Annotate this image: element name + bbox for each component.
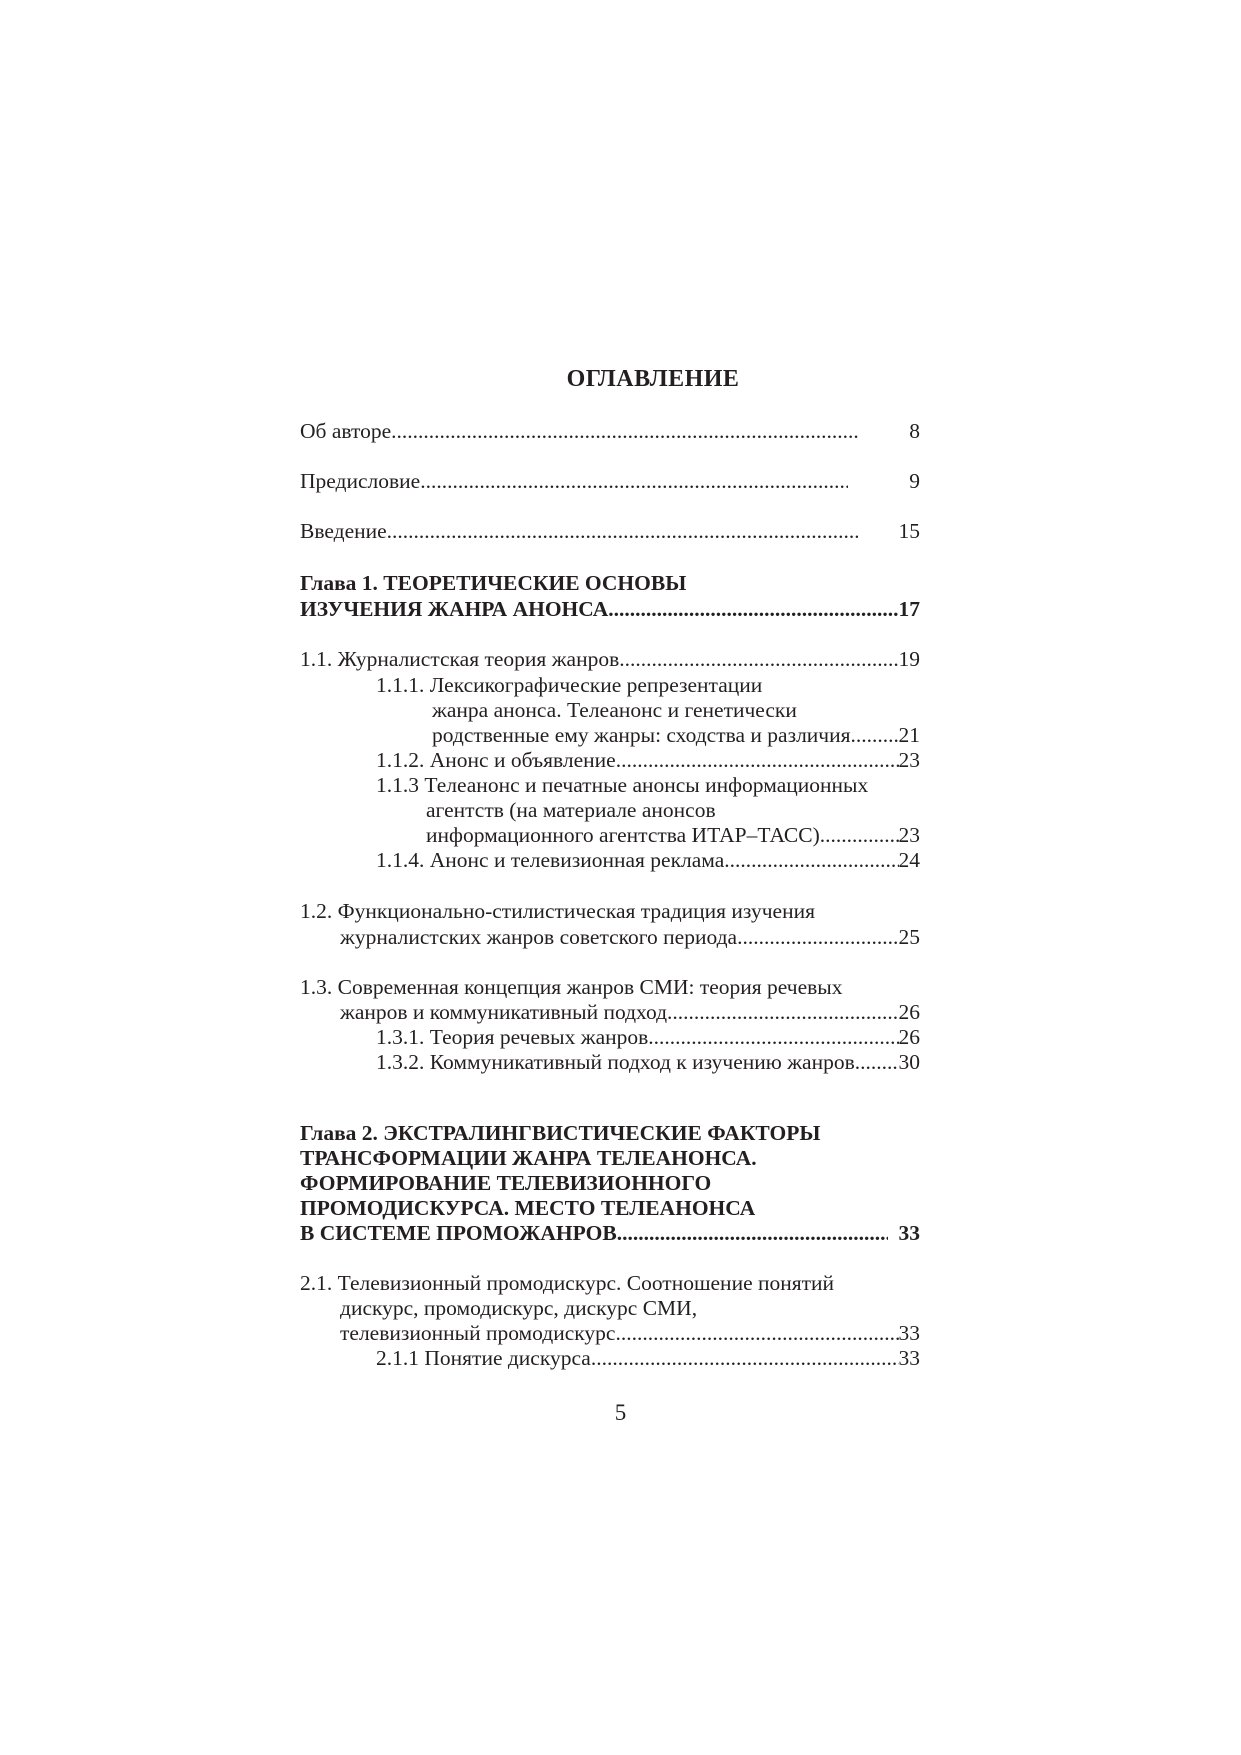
toc-entry-text: 1.1.4. Анонс и телевизионная реклама [376,848,725,872]
toc-entry-1-2-line1[interactable]: 1.2. Функционально-стилистическая традиция изучения [300,899,815,923]
chapter2-title-line3[interactable]: ФОРМИРОВАНИЕ ТЕЛЕВИЗИОННОГО [300,1171,712,1195]
toc-entry-text: родственные ему жанры: сходства и различия [432,723,851,747]
toc-entry-1-1-4[interactable] [376,847,920,873]
toc-entry-page: 25 [898,925,920,949]
toc-entry-page: 17 [898,597,920,621]
toc-entry-1-1-1[interactable] [432,722,920,748]
chapter2-title-line2[interactable]: ТРАНСФОРМАЦИИ ЖАНРА ТЕЛЕАНОНСА. [300,1146,757,1170]
toc-entry-about-author[interactable] [300,418,920,444]
dot-leader [820,822,899,848]
dot-leader [591,1345,899,1371]
toc-entry-1-3-line1[interactable]: 1.3. Современная концепция жанров СМИ: теория речевых [300,975,843,999]
toc-entry-1-2[interactable] [340,924,920,950]
dot-leader [387,518,858,544]
toc-entry-page: 8 [909,419,920,443]
toc-entry-page: 23 [898,748,920,772]
toc-entry-text: 2.1.1 Понятие дискурса [376,1346,591,1370]
dot-leader [616,747,899,773]
toc-entry-text: 1.3.1. Теория речевых жанров [376,1025,649,1049]
dot-leader [617,1220,888,1246]
toc-entry-page: 19 [898,647,920,671]
toc-entry-page: 24 [898,848,920,872]
dot-leader [391,418,858,444]
toc-entry-1-1-1-line2[interactable]: жанра анонса. Телеанонс и генетически [432,698,797,722]
toc-entry-text: Об авторе [300,419,392,443]
dot-leader [724,847,898,873]
toc-entry-2-1-line2[interactable]: дискурс, промодискурс, дискурс СМИ, [340,1296,698,1320]
toc-entry-page: 21 [898,723,920,747]
dot-leader [648,1024,898,1050]
dot-leader [851,722,899,748]
toc-entry-page: 33 [898,1321,920,1345]
toc-entry-1-1-3-line1[interactable]: 1.1.3 Телеанонс и печатные анонсы информационных [376,773,869,797]
toc-entry-page: 26 [898,1000,920,1024]
chapter2-title-line5: В СИСТЕМЕ ПРОМОЖАНРОВ [300,1221,617,1245]
toc-entry-text: информационного агентства ИТАР–ТАСС) [426,823,820,847]
toc-entry-page: 30 [898,1050,920,1074]
toc-entry-text: 1.1.2. Анонс и объявление [376,748,616,772]
dot-leader [615,1320,898,1346]
dot-leader [737,924,898,950]
page-number: 5 [614,1400,627,1425]
toc-entry-text: телевизионный промодискурс [340,1321,616,1345]
toc-entry-1-1-2[interactable] [376,747,920,773]
toc-entry-chapter2[interactable] [300,1220,920,1246]
toc-entry-1-1-3[interactable] [426,822,920,848]
toc-entry-text: Введение [300,519,387,543]
dot-leader [667,999,898,1025]
dot-leader [619,646,898,672]
toc-entry-page: 33 [898,1346,920,1370]
toc-entry-1-1[interactable] [300,646,920,672]
toc-entry-1-3-2[interactable] [376,1049,920,1075]
toc-entry-text: жанров и коммуникативный подход [340,1000,668,1024]
toc-entry-text: Предисловие [300,469,421,493]
toc-entry-1-1-3-line2[interactable]: агентств (на материале анонсов [426,798,716,822]
toc-entry-chapter1[interactable] [300,596,920,622]
dot-leader [420,468,848,494]
chapter2-title-line4[interactable]: ПРОМОДИСКУРСА. МЕСТО ТЕЛЕАНОНСА [300,1196,756,1220]
toc-entry-2-1[interactable] [340,1320,920,1346]
toc-title: ОГЛАВЛЕНИЕ [566,366,740,392]
toc-entry-text: 1.1. Журналистская теория жанров [300,647,620,671]
chapter1-title-line1[interactable]: Глава 1. ТЕОРЕТИЧЕСКИЕ ОСНОВЫ [300,571,687,595]
toc-entry-1-1-1-line1[interactable]: 1.1.1. Лексикографические репрезентации [376,673,763,697]
toc-entry-page: 33 [887,1221,920,1245]
toc-entry-page: 9 [909,469,920,493]
toc-entry-page: 26 [898,1025,920,1049]
toc-entry-introduction[interactable] [300,518,920,544]
toc-entry-1-3-1[interactable] [376,1024,920,1050]
chapter1-title-line2: ИЗУЧЕНИЯ ЖАНРА АНОНСА [300,597,609,621]
toc-entry-text: журналистских жанров советского периода [340,925,738,949]
toc-entry-text: 1.3.2. Коммуникативный подход к изучению жанров [376,1050,855,1074]
chapter2-title-line1[interactable]: Глава 2. ЭКСТРАЛИНГВИСТИЧЕСКИЕ ФАКТОРЫ [300,1121,821,1145]
toc-entry-page: 23 [898,823,920,847]
dot-leader [608,596,898,622]
toc-entry-page: 15 [898,519,920,543]
toc-entry-2-1-1[interactable] [376,1345,920,1371]
dot-leader [855,1049,899,1075]
toc-entry-1-3[interactable] [340,999,920,1025]
toc-entry-2-1-line1[interactable]: 2.1. Телевизионный промодискурс. Соотношение понятий [300,1271,835,1295]
toc-entry-preface[interactable] [300,468,920,494]
